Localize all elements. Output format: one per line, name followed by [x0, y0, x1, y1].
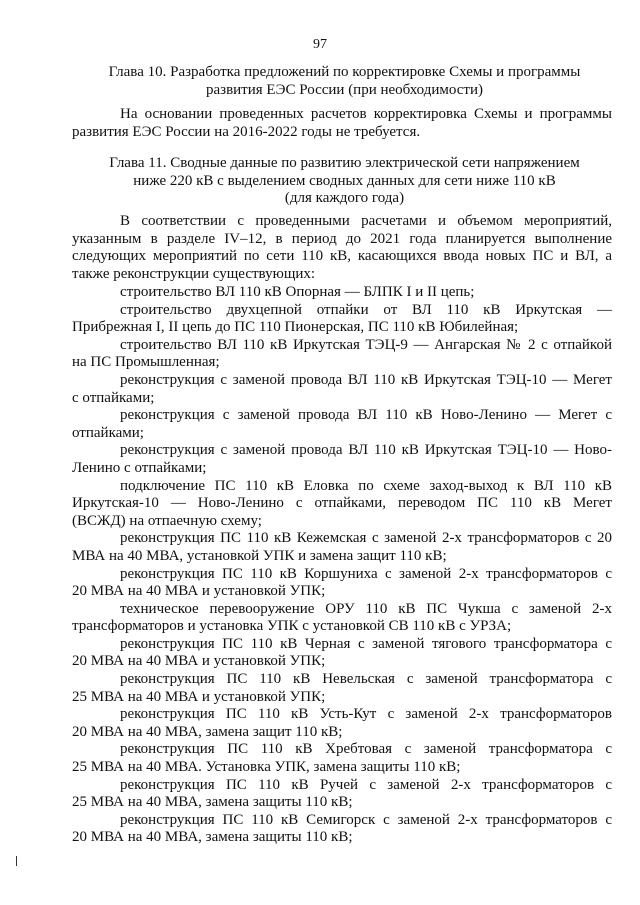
- measure-item-line: реконструкция ПС 110 кВ Хребтовая с заменой трансформатора с: [120, 741, 612, 758]
- measure-item-line: 25 МВА на 40 МВА, замена защиты 110 кВ;: [72, 794, 353, 811]
- measure-item-line: реконструкция ПС 110 кВ Семигорск с заменой 2-х трансформаторов с: [120, 811, 612, 828]
- measure-item-line: 25 МВА на 40 МВА и установкой УПК;: [72, 688, 326, 705]
- measure-item-line: строительство двухцепной отпайки от ВЛ 110 кВ Иркутская —: [120, 301, 612, 318]
- measure-item-line: подключение ПС 110 кВ Еловка по схеме заход-выход к ВЛ 110 кВ: [120, 477, 612, 494]
- measure-item: [72, 741, 612, 776]
- measure-item-line: реконструкция ПС 110 кВ Кежемская с заменой 2-х трансформаторов с 20: [120, 530, 612, 547]
- measure-item-line: 20 МВА на 40 МВА и установкой УПК;: [72, 583, 326, 600]
- measure-item-line: реконструкция ПС 110 кВ Усть-Кут с заменой 2-х трансформаторов: [120, 706, 612, 723]
- chapter-11-title-line: Глава 11. Сводные данные по развитию электрической сети напряжением: [109, 155, 580, 171]
- intro-line: указанным в разделе IV–12, в период до 2021 года планируется выполнение: [72, 230, 612, 247]
- measure-item-line: реконструкция ПС 110 кВ Невельская с заменой трансформатора с: [120, 671, 612, 688]
- chapter-10-title: [92, 64, 597, 99]
- measure-item: [72, 601, 612, 636]
- measure-item: [72, 636, 612, 671]
- measure-item: [72, 302, 612, 337]
- measure-item-line: 25 МВА на 40 МВА. Установка УПК, замена защиты 110 кВ;: [72, 759, 461, 776]
- measure-item: [72, 442, 612, 477]
- measure-item-line: строительство ВЛ 110 кВ Иркутская ТЭЦ-9 — Ангарская № 2 с отпайкой: [120, 336, 612, 353]
- measure-item-line: 20 МВА на 40 МВА, замена защиты 110 кВ;: [72, 829, 353, 846]
- measure-item-line: Прибрежная I, II цепь до ПС 110 Пионерская, ПС 110 кВ Юбилейная;: [72, 319, 519, 336]
- measure-item: [72, 284, 612, 302]
- chapter-10-body: [72, 106, 612, 141]
- chapter-10-title-line: Глава 10. Разработка предложений по корректировке Схемы и программы: [108, 64, 581, 80]
- measure-item: [72, 337, 612, 372]
- measure-item: [72, 706, 612, 741]
- measure-item: [72, 671, 612, 706]
- measure-item-line: реконструкция с заменой провода ВЛ 110 кВ Ново-Ленино — Мегет с: [120, 407, 612, 424]
- measure-item: [72, 372, 612, 407]
- intro-line: следующих мероприятий по сети 110 кВ, касающихся ввода новых ПС и ВЛ, а: [72, 248, 612, 265]
- chapter-11-title-line: ниже 220 кВ с выделением сводных данных для сети ниже 110 кВ: [133, 172, 556, 189]
- measure-item: [72, 530, 612, 565]
- measure-item-line: на ПС Промышленная;: [72, 354, 220, 371]
- chapter-10-body-line: развития ЕЭС России на 2016-2022 годы не требуется.: [72, 123, 421, 140]
- measure-item-line: Ленино с отпайками;: [72, 459, 207, 476]
- measure-item-line: 20 МВА на 40 МВА и установкой УПК;: [72, 653, 326, 670]
- page-number: 97: [313, 37, 327, 52]
- chapter-10-body-line: На основании проведенных расчетов корректировка Схемы и программы: [120, 106, 612, 122]
- measure-item-line: отпайками;: [72, 424, 144, 441]
- measure-item: [72, 478, 612, 531]
- measures-list: [72, 284, 612, 847]
- measure-item-line: 20 МВА на 40 МВА, замена защит 110 кВ;: [72, 723, 343, 740]
- chapter-10-title-line: развития ЕЭС России (при необходимости): [205, 81, 483, 98]
- measure-item-line: реконструкция с заменой провода ВЛ 110 кВ Иркутская ТЭЦ-10 — Мегет: [120, 371, 612, 388]
- measure-item: [72, 812, 612, 847]
- measure-item: [72, 407, 612, 442]
- measure-item-line: реконструкция ПС 110 кВ Черная с заменой тягового трансформатора с: [120, 635, 612, 652]
- measure-item: [72, 566, 612, 601]
- chapter-11-title: [92, 155, 597, 208]
- measure-item: [72, 777, 612, 812]
- measure-item-line: реконструкция с заменой провода ВЛ 110 кВ Иркутская ТЭЦ-10 — Ново-: [120, 442, 612, 459]
- measure-item-line: МВА на 40 МВА, установкой УПК и замена защит 110 кВ;: [72, 547, 447, 564]
- scan-artifact: [16, 856, 17, 866]
- measure-item-line: реконструкция ПС 110 кВ Ручей с заменой 2-х трансформаторов с: [120, 776, 612, 793]
- chapter-11-title-line: (для каждого года): [284, 190, 405, 206]
- intro-line: В соответствии с проведенными расчетами и объемом мероприятий,: [120, 213, 612, 229]
- measure-item-line: строительство ВЛ 110 кВ Опорная — БЛПК I и II цепь;: [120, 284, 475, 300]
- measure-item-line: трансформаторов и установка УПК с установкой СВ 110 кВ с УРЗА;: [72, 618, 512, 635]
- chapter-11-intro: [72, 213, 612, 283]
- intro-line: также реконструкции существующих:: [72, 265, 316, 282]
- measure-item-line: техническое перевооружение ОРУ 110 кВ ПС Чукша с заменой 2-х: [120, 600, 612, 617]
- measure-item-line: (ВСЖД) на отпаечную схему;: [72, 512, 262, 529]
- measure-item-line: Иркутская-10 — Ново-Ленино с отпайками, переводом ПС 110 кВ Мегет: [72, 495, 612, 512]
- measure-item-line: с отпайками;: [72, 389, 155, 406]
- measure-item-line: реконструкция ПС 110 кВ Коршуниха с заменой 2-х трансформаторов с: [120, 565, 612, 582]
